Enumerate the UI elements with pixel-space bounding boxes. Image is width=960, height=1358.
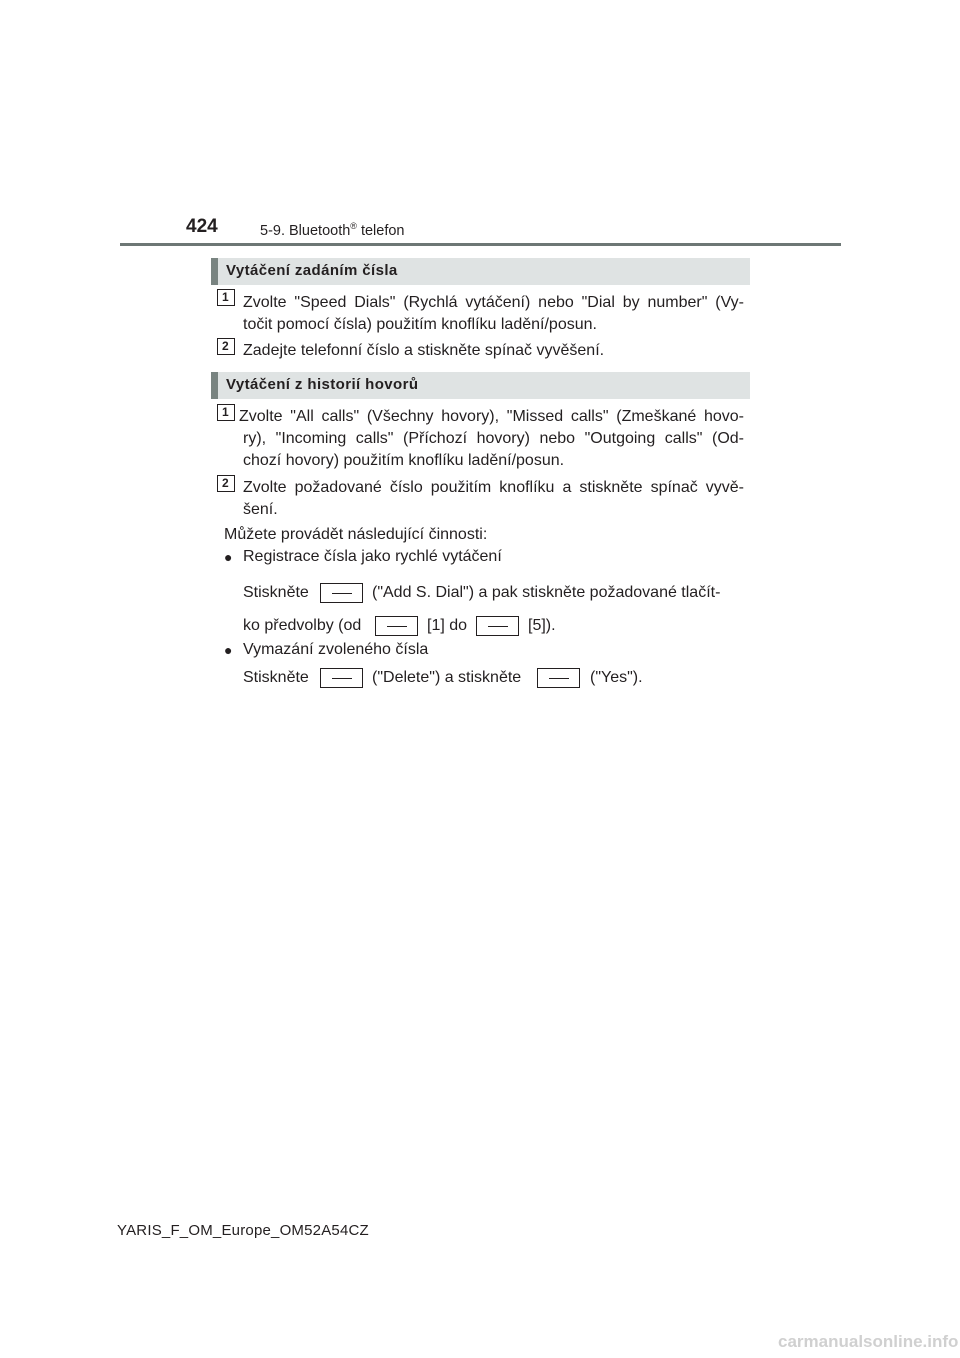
note-text: ("Delete") a stiskněte: [372, 669, 522, 686]
bullet-icon: ●: [224, 642, 233, 658]
section-suffix: telefon: [356, 223, 405, 239]
section-prefix: 5-9. Bluetooth: [260, 223, 351, 239]
document-code: YARIS_F_OM_Europe_OM52A54CZ: [117, 1222, 369, 1239]
step-text: ry), "Incoming calls" (Příchozí hovory) nebo "Outgoing calls" (Od-: [243, 430, 744, 447]
header-rule: [120, 243, 841, 246]
note-item-title: Vymazání zvoleného čísla: [243, 641, 429, 658]
step-text: šení.: [243, 501, 278, 518]
note-text: [5]).: [528, 617, 556, 634]
section-heading-dial-number: [211, 258, 750, 285]
section-heading-text: Vytáčení zadáním čísla: [226, 262, 398, 279]
preset-1-button-glyph: [375, 616, 418, 636]
section-title: [260, 221, 405, 239]
section-heading-text: Vytáčení z historií hovorů: [226, 376, 419, 393]
note-text: ("Yes").: [590, 669, 643, 686]
step-number-badge: 2: [217, 475, 235, 492]
page-number: 424: [186, 216, 218, 237]
note-item-title: Registrace čísla jako rychlé vytáčení: [243, 548, 502, 565]
watermark: carmanualsonline.info: [778, 1332, 959, 1351]
add-speed-dial-button-glyph: [320, 583, 363, 603]
note-text: ("Add S. Dial") a pak stiskněte požadované tlačít-: [372, 584, 721, 601]
delete-button-glyph: [320, 668, 363, 688]
step-text: Zvolte "Speed Dials" (Rychlá vytáčení) nebo "Dial by number" (Vy-: [243, 294, 744, 311]
step-text: Zvolte požadované číslo použitím knoflíku a stiskněte spínač vyvě-: [243, 479, 744, 496]
step-number-badge: 1: [217, 404, 235, 421]
step-number-badge: 1: [217, 289, 235, 306]
preset-5-button-glyph: [476, 616, 519, 636]
step-number-badge: 2: [217, 338, 235, 355]
yes-button-glyph: [537, 668, 580, 688]
section-heading-call-history: [211, 372, 750, 399]
notes-intro: Můžete provádět následující činnosti:: [224, 526, 488, 543]
note-text: [1] do: [427, 617, 468, 634]
step-text: točit pomocí čísla) použitím knoflíku ladění/posun.: [243, 316, 597, 333]
bullet-icon: ●: [224, 549, 233, 565]
note-text: ko předvolby (od: [243, 617, 362, 634]
step-text: Zvolte "All calls" (Všechny hovory), "Missed calls" (Zmeškané hovo-: [239, 408, 744, 425]
step-text: chozí hovory) použitím knoflíku ladění/posun.: [243, 452, 565, 469]
step-text: Zadejte telefonní číslo a stiskněte spínač vyvěšení.: [243, 342, 605, 359]
note-text: Stiskněte: [243, 584, 309, 601]
registered-mark: ®: [350, 221, 357, 231]
note-text: Stiskněte: [243, 669, 309, 686]
